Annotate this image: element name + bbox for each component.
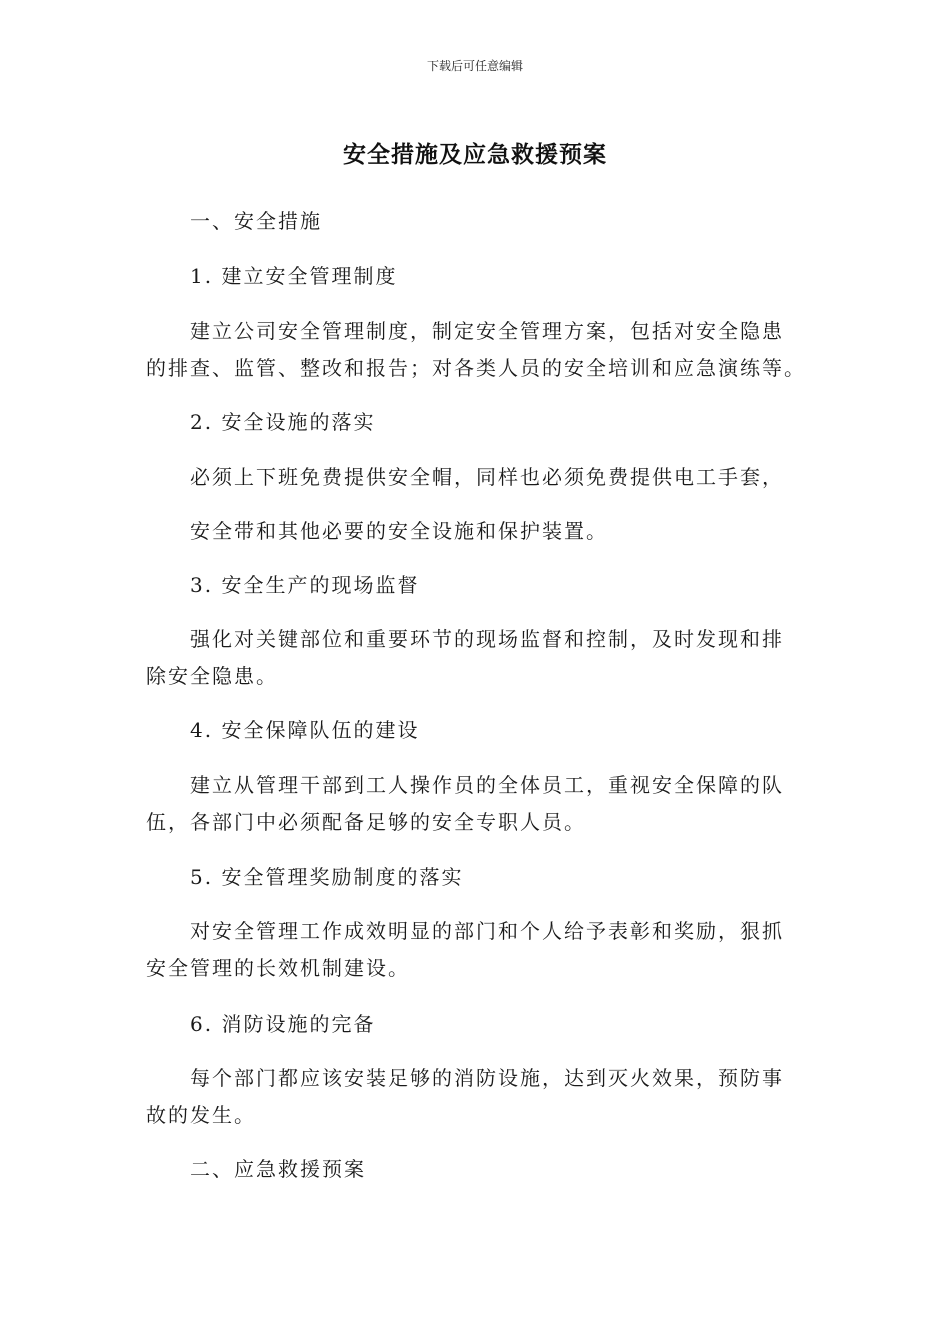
paragraph-1-line-1: 建立公司安全管理制度，制定安全管理方案，包括对安全隐患	[190, 319, 784, 343]
paragraph-1-line-2: 的排查、监管、整改和报告；对各类人员的安全培训和应急演练等。	[146, 356, 806, 380]
document-title: 安全措施及应急救援预案	[343, 142, 607, 168]
subheading-3: 3. 安全生产的现场监督	[190, 573, 420, 597]
paragraph-2-line-1: 必须上下班免费提供安全帽，同样也必须免费提供电工手套，	[190, 465, 784, 489]
subheading-5: 5. 安全管理奖励制度的落实	[190, 865, 464, 889]
paragraph-6-line-2: 故的发生。	[146, 1103, 256, 1127]
paragraph-3-line-1: 强化对关键部位和重要环节的现场监督和控制，及时发现和排	[190, 627, 784, 651]
paragraph-5-line-2: 安全管理的长效机制建设。	[146, 956, 410, 980]
subheading-1: 1. 建立安全管理制度	[190, 264, 398, 288]
paragraph-6-line-1: 每个部门都应该安装足够的消防设施，达到灭火效果，预防事	[190, 1066, 784, 1090]
paragraph-5-line-1: 对安全管理工作成效明显的部门和个人给予表彰和奖励，狠抓	[190, 919, 784, 943]
section-heading-safety-measures: 一、安全措施	[190, 209, 322, 233]
paragraph-4-line-1: 建立从管理干部到工人操作员的全体员工，重视安全保障的队	[190, 773, 784, 797]
page-header-note: 下载后可任意编辑	[426, 59, 523, 73]
subheading-2: 2. 安全设施的落实	[190, 410, 376, 434]
section-heading-emergency-plan: 二、应急救援预案	[190, 1157, 366, 1181]
subheading-6: 6. 消防设施的完备	[190, 1012, 376, 1036]
paragraph-3-line-2: 除安全隐患。	[146, 664, 278, 688]
paragraph-2-line-2: 安全带和其他必要的安全设施和保护装置。	[190, 519, 608, 543]
paragraph-4-line-2: 伍，各部门中必须配备足够的安全专职人员。	[146, 810, 586, 834]
subheading-4: 4. 安全保障队伍的建设	[190, 718, 420, 742]
